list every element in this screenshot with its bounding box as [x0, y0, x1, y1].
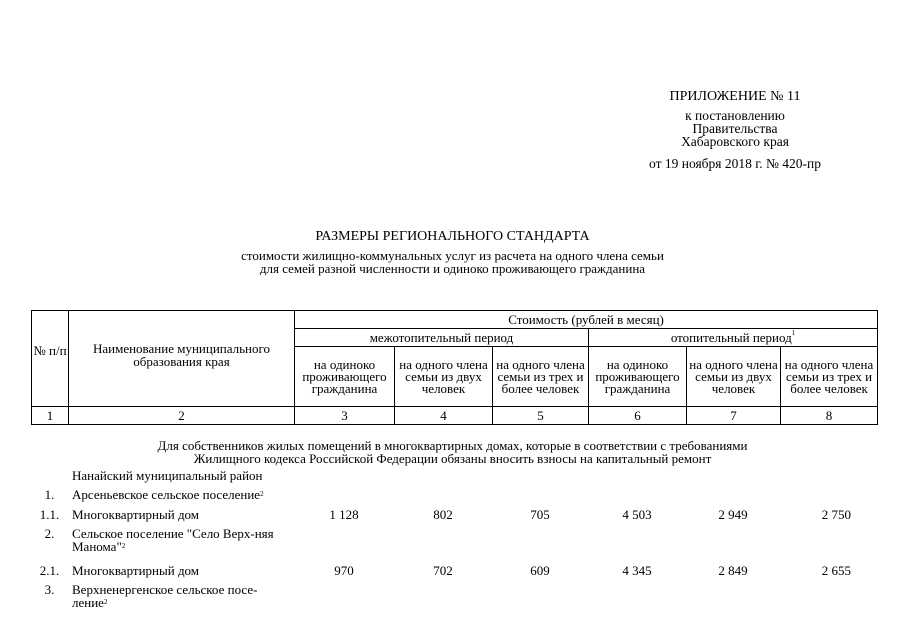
row-value: 4 503 [622, 507, 652, 522]
appendix-title: ПРИЛОЖЕНИЕ № 11 [669, 89, 801, 104]
row-number: 1.1. [39, 507, 60, 522]
header-period-heat: отопительный период$^1$ [589, 329, 878, 347]
row-value [686, 489, 780, 509]
header-cost: Стоимость (рублей в месяц) [295, 311, 878, 329]
row-value: 2 750 [821, 507, 851, 522]
table-row [31, 528, 877, 565]
table-row [31, 584, 877, 618]
col-number: 2 [69, 407, 295, 425]
row-number: 2.1. [39, 563, 60, 578]
row-value [686, 584, 780, 618]
col-number: 5 [493, 407, 589, 425]
row-value: 705 [530, 507, 550, 522]
row-name [68, 584, 294, 618]
header-sub-4: на одиноко проживающего гражданина [589, 347, 687, 407]
row-value [294, 489, 394, 509]
row-value [294, 584, 394, 618]
header-sub-6: на одного члена семьи из трех и более человек [781, 347, 878, 407]
row-name-text: Арсеньевское сельское поселение [72, 487, 261, 502]
row-value [492, 528, 588, 565]
header-name: Наименование муниципального образования края [69, 311, 295, 407]
standards-table-body [31, 470, 877, 618]
row-value [394, 489, 492, 509]
col-number: 8 [781, 407, 878, 425]
header-sub-2: на одного члена семьи из двух человек [395, 347, 493, 407]
header-sub-5: на одного члена семьи из двух человек [687, 347, 781, 407]
document-subtitle-line-1: стоимости жилищно-коммунальных услуг из расчета на одного члена семьи [241, 248, 664, 263]
section-title-line-1: Для собственников жилых помещений в многоквартирных домах, которые в соответствии с требованиями [157, 438, 748, 453]
row-value [780, 528, 877, 565]
row-value [588, 528, 686, 565]
col-number: 1 [32, 407, 69, 425]
row-name [68, 528, 294, 565]
row-value [780, 489, 877, 509]
row-value: 802 [433, 507, 453, 522]
row-value [394, 528, 492, 565]
appendix-line-2: Правительства [692, 121, 778, 136]
row-value [588, 470, 686, 489]
footnote-mark: 2 [121, 541, 126, 550]
standards-table-header [31, 310, 878, 425]
document-subtitle [0, 250, 905, 275]
document-subtitle-line-2: для семей разной численности и одиноко проживающего гражданина [259, 260, 646, 276]
row-value [588, 584, 686, 618]
row-name-text: Верхненергенское сельское посе-ление [72, 582, 258, 610]
col-number: 4 [395, 407, 493, 425]
appendix-block [625, 90, 845, 170]
row-value [686, 470, 780, 489]
section-title [0, 440, 905, 465]
appendix-line-3: Хабаровского края [681, 134, 789, 149]
row-name-text: Многоквартирный дом [72, 507, 200, 522]
row-value: 702 [433, 563, 453, 578]
footnote-mark: 2 [103, 597, 108, 606]
col-number: 7 [687, 407, 781, 425]
row-value: 970 [334, 563, 354, 578]
row-number: 2. [44, 526, 55, 541]
row-value [492, 584, 588, 618]
col-number: 3 [295, 407, 395, 425]
row-value [686, 528, 780, 565]
row-value: 2 849 [718, 563, 748, 578]
header-period-inter: межотопительный период [295, 329, 589, 347]
row-value [588, 489, 686, 509]
header-sub-3: на одного члена семьи из трех и более человек [493, 347, 589, 407]
document-title: РАЗМЕРЫ РЕГИОНАЛЬНОГО СТАНДАРТА [315, 229, 590, 244]
row-value [294, 528, 394, 565]
row-value: 609 [530, 563, 550, 578]
row-number: 3. [44, 582, 55, 597]
section-title-line-2: Жилищного кодекса Российской Федерации обязаны вносить взносы на капитальный ремонт [193, 450, 712, 466]
row-value: 2 655 [821, 563, 851, 578]
row-name [68, 489, 294, 509]
row-value [394, 584, 492, 618]
col-number: 6 [589, 407, 687, 425]
row-value: 2 949 [718, 507, 748, 522]
row-value [492, 489, 588, 509]
footnote-mark: 2 [260, 490, 264, 498]
row-value [780, 584, 877, 618]
row-value [492, 470, 588, 489]
appendix-date: от 19 ноября 2018 г. № 420-пр [649, 156, 821, 171]
row-value [394, 470, 492, 489]
appendix-line-1: к постановлению [685, 108, 785, 123]
row-value [780, 470, 877, 489]
header-sub-1: на одиноко проживающего гражданина [295, 347, 395, 407]
row-name-text: Нанайский муниципальный район [72, 468, 263, 483]
row-name-text: Многоквартирный дом [72, 563, 200, 578]
row-value: 4 345 [622, 563, 652, 578]
table-row [31, 489, 877, 509]
header-num: № п/п [32, 311, 69, 407]
row-name-text: Сельское поселение "Село Верх-няя Манома" [72, 526, 274, 554]
row-value [294, 470, 394, 489]
row-number: 1. [44, 487, 55, 502]
row-value: 1 128 [329, 507, 359, 522]
